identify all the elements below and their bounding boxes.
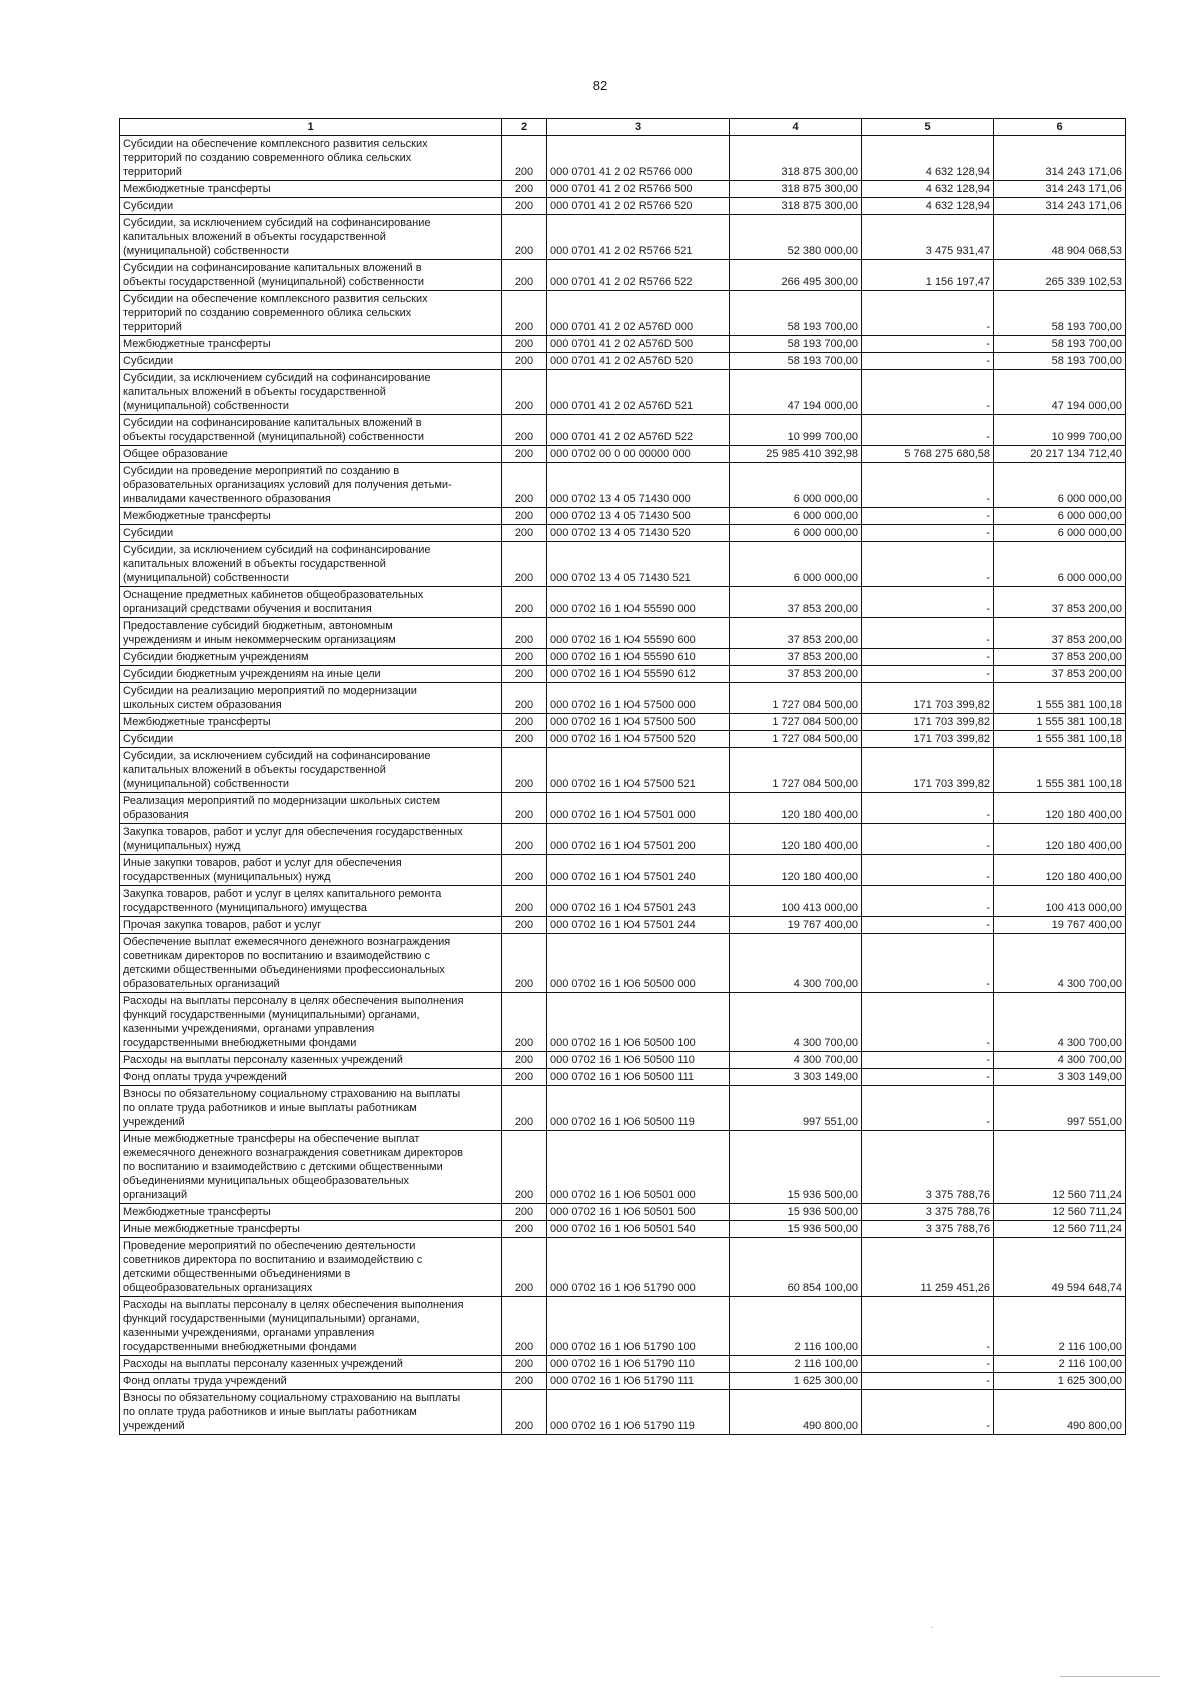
row-classification-code: 000 0702 16 1 Ю6 50500 100 — [547, 993, 730, 1052]
row-executed-amount: 1 156 197,47 — [862, 260, 994, 291]
table-row — [120, 336, 1126, 353]
table-row — [120, 917, 1126, 934]
row-executed-amount: - — [862, 855, 994, 886]
row-executed-amount: - — [862, 1373, 994, 1390]
row-name: Субсидии на обеспечение комплексного развития сельских территорий по созданию современного облика сельских территорий — [120, 291, 502, 336]
row-name: Прочая закупка товаров, работ и услуг — [120, 917, 502, 934]
row-executed-amount: - — [862, 336, 994, 353]
row-executed-amount: - — [862, 353, 994, 370]
row-admin-code: 200 — [502, 993, 547, 1052]
row-classification-code: 000 0702 16 1 Ю4 55590 612 — [547, 666, 730, 683]
row-executed-amount: 171 703 399,82 — [862, 731, 994, 748]
row-admin-code: 200 — [502, 824, 547, 855]
row-approved-amount: 100 413 000,00 — [730, 886, 862, 917]
table-row — [120, 748, 1126, 793]
row-classification-code: 000 0701 41 2 02 R5766 500 — [547, 181, 730, 198]
row-unexecuted-amount: 120 180 400,00 — [994, 793, 1126, 824]
row-admin-code: 200 — [502, 1356, 547, 1373]
row-approved-amount: 58 193 700,00 — [730, 336, 862, 353]
row-approved-amount: 1 727 084 500,00 — [730, 683, 862, 714]
row-approved-amount: 60 854 100,00 — [730, 1238, 862, 1297]
row-name: Расходы на выплаты персоналу казенных учреждений — [120, 1356, 502, 1373]
row-approved-amount: 6 000 000,00 — [730, 508, 862, 525]
row-approved-amount: 25 985 410 392,98 — [730, 446, 862, 463]
row-admin-code: 200 — [502, 1373, 547, 1390]
table-row — [120, 508, 1126, 525]
row-name: Субсидии — [120, 353, 502, 370]
row-name: Обеспечение выплат ежемесячного денежного вознаграждения советникам директоров по воспитанию и взаимодействию с детскими общественными объединениями профессиональных образовательных организаций — [120, 934, 502, 993]
row-unexecuted-amount: 6 000 000,00 — [994, 463, 1126, 508]
row-executed-amount: - — [862, 793, 994, 824]
row-executed-amount: - — [862, 934, 994, 993]
row-unexecuted-amount: 314 243 171,06 — [994, 181, 1126, 198]
table-row — [120, 666, 1126, 683]
row-approved-amount: 1 625 300,00 — [730, 1373, 862, 1390]
row-classification-code: 000 0701 41 2 02 A576D 521 — [547, 370, 730, 415]
row-classification-code: 000 0702 16 1 Ю6 50500 000 — [547, 934, 730, 993]
row-admin-code: 200 — [502, 748, 547, 793]
row-admin-code: 200 — [502, 508, 547, 525]
row-executed-amount: - — [862, 649, 994, 666]
row-unexecuted-amount: 58 193 700,00 — [994, 353, 1126, 370]
row-approved-amount: 58 193 700,00 — [730, 353, 862, 370]
table-row — [120, 1221, 1126, 1238]
header-col-3: 3 — [547, 119, 730, 136]
row-unexecuted-amount: 6 000 000,00 — [994, 525, 1126, 542]
table-row — [120, 1069, 1126, 1086]
row-classification-code: 000 0702 16 1 Ю6 51790 110 — [547, 1356, 730, 1373]
row-unexecuted-amount: 4 300 700,00 — [994, 1052, 1126, 1069]
row-classification-code: 000 0702 16 1 Ю4 55590 000 — [547, 587, 730, 618]
row-admin-code: 200 — [502, 886, 547, 917]
header-col-2: 2 — [502, 119, 547, 136]
row-classification-code: 000 0701 41 2 02 R5766 522 — [547, 260, 730, 291]
header-col-5: 5 — [862, 119, 994, 136]
table-row — [120, 1086, 1126, 1131]
scan-speck: · — [930, 1622, 934, 1633]
row-name: Реализация мероприятий по модернизации школьных систем образования — [120, 793, 502, 824]
row-approved-amount: 58 193 700,00 — [730, 291, 862, 336]
row-name: Взносы по обязательному социальному страхованию на выплаты по оплате труда работников и иные выплаты работникам учреждений — [120, 1390, 502, 1435]
row-classification-code: 000 0701 41 2 02 A576D 520 — [547, 353, 730, 370]
row-admin-code: 200 — [502, 1131, 547, 1204]
row-classification-code: 000 0702 16 1 Ю6 50501 500 — [547, 1204, 730, 1221]
header-col-1: 1 — [120, 119, 502, 136]
table-row — [120, 215, 1126, 260]
table-row — [120, 1238, 1126, 1297]
row-name: Субсидии на софинансирование капитальных вложений в объекты государственной (муниципальной) собственности — [120, 415, 502, 446]
row-classification-code: 000 0701 41 2 02 A576D 000 — [547, 291, 730, 336]
row-admin-code: 200 — [502, 1221, 547, 1238]
table-row — [120, 463, 1126, 508]
row-approved-amount: 318 875 300,00 — [730, 181, 862, 198]
row-classification-code: 000 0702 16 1 Ю6 50501 540 — [547, 1221, 730, 1238]
row-unexecuted-amount: 49 594 648,74 — [994, 1238, 1126, 1297]
row-admin-code: 200 — [502, 370, 547, 415]
row-approved-amount: 4 300 700,00 — [730, 934, 862, 993]
row-classification-code: 000 0702 16 1 Ю4 55590 600 — [547, 618, 730, 649]
table-row — [120, 370, 1126, 415]
row-name: Межбюджетные трансферты — [120, 181, 502, 198]
table-row — [120, 136, 1126, 181]
row-approved-amount: 37 853 200,00 — [730, 618, 862, 649]
row-classification-code: 000 0702 16 1 Ю4 57501 200 — [547, 824, 730, 855]
row-unexecuted-amount: 490 800,00 — [994, 1390, 1126, 1435]
row-name: Межбюджетные трансферты — [120, 1204, 502, 1221]
row-executed-amount: - — [862, 508, 994, 525]
row-executed-amount: - — [862, 1069, 994, 1086]
row-unexecuted-amount: 37 853 200,00 — [994, 666, 1126, 683]
row-classification-code: 000 0702 16 1 Ю4 55590 610 — [547, 649, 730, 666]
row-classification-code: 000 0702 16 1 Ю4 57500 500 — [547, 714, 730, 731]
table-row — [120, 649, 1126, 666]
row-admin-code: 200 — [502, 181, 547, 198]
row-admin-code: 200 — [502, 649, 547, 666]
row-unexecuted-amount: 997 551,00 — [994, 1086, 1126, 1131]
row-name: Межбюджетные трансферты — [120, 336, 502, 353]
row-unexecuted-amount: 6 000 000,00 — [994, 508, 1126, 525]
header-col-4: 4 — [730, 119, 862, 136]
row-classification-code: 000 0701 41 2 02 R5766 000 — [547, 136, 730, 181]
row-classification-code: 000 0702 13 4 05 71430 520 — [547, 525, 730, 542]
row-executed-amount: - — [862, 993, 994, 1052]
row-name: Субсидии — [120, 525, 502, 542]
row-classification-code: 000 0702 16 1 Ю4 57501 240 — [547, 855, 730, 886]
table-row — [120, 1373, 1126, 1390]
row-approved-amount: 19 767 400,00 — [730, 917, 862, 934]
row-name: Межбюджетные трансферты — [120, 714, 502, 731]
row-classification-code: 000 0702 13 4 05 71430 500 — [547, 508, 730, 525]
row-executed-amount: 4 632 128,94 — [862, 136, 994, 181]
row-approved-amount: 1 727 084 500,00 — [730, 714, 862, 731]
row-unexecuted-amount: 4 300 700,00 — [994, 934, 1126, 993]
row-approved-amount: 10 999 700,00 — [730, 415, 862, 446]
row-executed-amount: - — [862, 291, 994, 336]
row-executed-amount: 3 475 931,47 — [862, 215, 994, 260]
row-classification-code: 000 0702 16 1 Ю6 51790 000 — [547, 1238, 730, 1297]
row-unexecuted-amount: 58 193 700,00 — [994, 291, 1126, 336]
row-admin-code: 200 — [502, 1297, 547, 1356]
row-executed-amount: - — [862, 1052, 994, 1069]
row-classification-code: 000 0701 41 2 02 A576D 522 — [547, 415, 730, 446]
row-unexecuted-amount: 120 180 400,00 — [994, 824, 1126, 855]
row-approved-amount: 1 727 084 500,00 — [730, 731, 862, 748]
table-row — [120, 731, 1126, 748]
row-admin-code: 200 — [502, 731, 547, 748]
row-executed-amount: 171 703 399,82 — [862, 683, 994, 714]
row-executed-amount: - — [862, 415, 994, 446]
row-admin-code: 200 — [502, 917, 547, 934]
row-name: Расходы на выплаты персоналу в целях обеспечения выполнения функций государственными (муниципальными) органами, казенными учреждениями, органами управления государственными внебюджетными фондами — [120, 993, 502, 1052]
row-classification-code: 000 0702 16 1 Ю6 50500 110 — [547, 1052, 730, 1069]
row-unexecuted-amount: 2 116 100,00 — [994, 1356, 1126, 1373]
row-approved-amount: 15 936 500,00 — [730, 1204, 862, 1221]
row-classification-code: 000 0702 16 1 Ю4 57501 244 — [547, 917, 730, 934]
row-name: Расходы на выплаты персоналу в целях обеспечения выполнения функций государственными (муниципальными) органами, казенными учреждениями, органами управления государственными внебюджетными фондами — [120, 1297, 502, 1356]
row-name: Закупка товаров, работ и услуг для обеспечения государственных (муниципальных) нужд — [120, 824, 502, 855]
table-row — [120, 291, 1126, 336]
row-executed-amount: 171 703 399,82 — [862, 748, 994, 793]
row-approved-amount: 2 116 100,00 — [730, 1356, 862, 1373]
row-name: Иные закупки товаров, работ и услуг для обеспечения государственных (муниципальных) нужд — [120, 855, 502, 886]
row-classification-code: 000 0702 16 1 Ю6 51790 119 — [547, 1390, 730, 1435]
table-row — [120, 934, 1126, 993]
row-executed-amount: - — [862, 463, 994, 508]
row-name: Закупка товаров, работ и услуг в целях капитального ремонта государственного (муниципального) имущества — [120, 886, 502, 917]
table-row — [120, 1052, 1126, 1069]
row-classification-code: 000 0702 16 1 Ю6 51790 100 — [547, 1297, 730, 1356]
row-admin-code: 200 — [502, 463, 547, 508]
row-approved-amount: 4 300 700,00 — [730, 993, 862, 1052]
row-unexecuted-amount: 1 555 381 100,18 — [994, 714, 1126, 731]
row-name: Фонд оплаты труда учреждений — [120, 1373, 502, 1390]
table-row — [120, 181, 1126, 198]
row-name: Иные межбюджетные трансферты — [120, 1221, 502, 1238]
row-executed-amount: 4 632 128,94 — [862, 198, 994, 215]
table-row — [120, 542, 1126, 587]
page-number: 82 — [592, 78, 608, 93]
table-row — [120, 1204, 1126, 1221]
row-admin-code: 200 — [502, 793, 547, 824]
row-executed-amount: - — [862, 542, 994, 587]
table-row — [120, 714, 1126, 731]
row-admin-code: 200 — [502, 446, 547, 463]
row-approved-amount: 2 116 100,00 — [730, 1297, 862, 1356]
row-name: Фонд оплаты труда учреждений — [120, 1069, 502, 1086]
row-admin-code: 200 — [502, 714, 547, 731]
row-executed-amount: - — [862, 587, 994, 618]
row-classification-code: 000 0702 16 1 Ю4 57500 520 — [547, 731, 730, 748]
row-unexecuted-amount: 265 339 102,53 — [994, 260, 1126, 291]
row-unexecuted-amount: 58 193 700,00 — [994, 336, 1126, 353]
row-unexecuted-amount: 12 560 711,24 — [994, 1204, 1126, 1221]
row-approved-amount: 1 727 084 500,00 — [730, 748, 862, 793]
row-executed-amount: - — [862, 917, 994, 934]
row-unexecuted-amount: 20 217 134 712,40 — [994, 446, 1126, 463]
table-row — [120, 886, 1126, 917]
row-name: Субсидии на реализацию мероприятий по модернизации школьных систем образования — [120, 683, 502, 714]
row-approved-amount: 318 875 300,00 — [730, 136, 862, 181]
row-admin-code: 200 — [502, 1052, 547, 1069]
row-executed-amount: - — [862, 525, 994, 542]
row-classification-code: 000 0702 16 1 Ю6 50501 000 — [547, 1131, 730, 1204]
row-executed-amount: 3 375 788,76 — [862, 1204, 994, 1221]
row-executed-amount: - — [862, 1390, 994, 1435]
table-row — [120, 353, 1126, 370]
table-body — [120, 136, 1126, 1435]
row-name: Субсидии на обеспечение комплексного развития сельских территорий по созданию современного облика сельских территорий — [120, 136, 502, 181]
row-name: Общее образование — [120, 446, 502, 463]
row-classification-code: 000 0702 16 1 Ю6 51790 111 — [547, 1373, 730, 1390]
table-row — [120, 525, 1126, 542]
row-executed-amount: - — [862, 666, 994, 683]
row-executed-amount: - — [862, 370, 994, 415]
table-row — [120, 587, 1126, 618]
row-admin-code: 200 — [502, 934, 547, 993]
row-unexecuted-amount: 4 300 700,00 — [994, 993, 1126, 1052]
row-name: Межбюджетные трансферты — [120, 508, 502, 525]
row-approved-amount: 3 303 149,00 — [730, 1069, 862, 1086]
row-classification-code: 000 0702 13 4 05 71430 521 — [547, 542, 730, 587]
row-unexecuted-amount: 100 413 000,00 — [994, 886, 1126, 917]
row-classification-code: 000 0702 16 1 Ю6 50500 111 — [547, 1069, 730, 1086]
row-name: Иные межбюджетные трансферы на обеспечение выплат ежемесячного денежного вознаграждения советникам директоров по воспитанию и взаимодействию с детскими общественными объединениями муниципальных общеобразовательных организаций — [120, 1131, 502, 1204]
row-executed-amount: - — [862, 824, 994, 855]
row-approved-amount: 997 551,00 — [730, 1086, 862, 1131]
row-admin-code: 200 — [502, 525, 547, 542]
row-executed-amount: 171 703 399,82 — [862, 714, 994, 731]
row-executed-amount: - — [862, 886, 994, 917]
row-classification-code: 000 0701 41 2 02 R5766 520 — [547, 198, 730, 215]
row-unexecuted-amount: 1 555 381 100,18 — [994, 731, 1126, 748]
row-classification-code: 000 0702 16 1 Ю6 50500 119 — [547, 1086, 730, 1131]
row-approved-amount: 120 180 400,00 — [730, 793, 862, 824]
row-approved-amount: 37 853 200,00 — [730, 587, 862, 618]
table-row — [120, 618, 1126, 649]
row-admin-code: 200 — [502, 1086, 547, 1131]
row-admin-code: 200 — [502, 1069, 547, 1086]
row-admin-code: 200 — [502, 291, 547, 336]
row-admin-code: 200 — [502, 215, 547, 260]
row-classification-code: 000 0701 41 2 02 R5766 521 — [547, 215, 730, 260]
row-unexecuted-amount: 2 116 100,00 — [994, 1297, 1126, 1356]
row-unexecuted-amount: 37 853 200,00 — [994, 649, 1126, 666]
table-row — [120, 1131, 1126, 1204]
header-col-6: 6 — [994, 119, 1126, 136]
row-name: Оснащение предметных кабинетов общеобразовательных организаций средствами обучения и воспитания — [120, 587, 502, 618]
row-classification-code: 000 0702 13 4 05 71430 000 — [547, 463, 730, 508]
row-approved-amount: 4 300 700,00 — [730, 1052, 862, 1069]
table-row — [120, 415, 1126, 446]
row-executed-amount: - — [862, 1086, 994, 1131]
row-name: Взносы по обязательному социальному страхованию на выплаты по оплате труда работников и иные выплаты работникам учреждений — [120, 1086, 502, 1131]
row-admin-code: 200 — [502, 336, 547, 353]
table-row — [120, 446, 1126, 463]
row-admin-code: 200 — [502, 353, 547, 370]
table-header-row — [120, 119, 1126, 136]
row-executed-amount: - — [862, 1297, 994, 1356]
row-classification-code: 000 0702 16 1 Ю4 57501 243 — [547, 886, 730, 917]
row-admin-code: 200 — [502, 587, 547, 618]
row-unexecuted-amount: 314 243 171,06 — [994, 136, 1126, 181]
row-unexecuted-amount: 1 555 381 100,18 — [994, 748, 1126, 793]
row-approved-amount: 15 936 500,00 — [730, 1131, 862, 1204]
row-admin-code: 200 — [502, 542, 547, 587]
row-approved-amount: 266 495 300,00 — [730, 260, 862, 291]
table-row — [120, 824, 1126, 855]
row-unexecuted-amount: 1 555 381 100,18 — [994, 683, 1126, 714]
table-row — [120, 1297, 1126, 1356]
row-admin-code: 200 — [502, 198, 547, 215]
row-admin-code: 200 — [502, 415, 547, 446]
row-name: Проведение мероприятий по обеспечению деятельности советников директора по воспитанию и взаимодействию с детскими общественными объединениями в общеобразовательных организациях — [120, 1238, 502, 1297]
row-name: Субсидии, за исключением субсидий на софинансирование капитальных вложений в объекты государственной (муниципальной) собственности — [120, 370, 502, 415]
table-row — [120, 993, 1126, 1052]
row-unexecuted-amount: 6 000 000,00 — [994, 542, 1126, 587]
row-admin-code: 200 — [502, 618, 547, 649]
row-approved-amount: 120 180 400,00 — [730, 824, 862, 855]
row-unexecuted-amount: 19 767 400,00 — [994, 917, 1126, 934]
row-name: Субсидии бюджетным учреждениям на иные цели — [120, 666, 502, 683]
row-admin-code: 200 — [502, 1204, 547, 1221]
row-name: Субсидии, за исключением субсидий на софинансирование капитальных вложений в объекты государственной (муниципальной) собственности — [120, 542, 502, 587]
row-approved-amount: 6 000 000,00 — [730, 525, 862, 542]
row-approved-amount: 37 853 200,00 — [730, 666, 862, 683]
row-executed-amount: 3 375 788,76 — [862, 1131, 994, 1204]
row-name: Субсидии, за исключением субсидий на софинансирование капитальных вложений в объекты государственной (муниципальной) собственности — [120, 748, 502, 793]
row-approved-amount: 490 800,00 — [730, 1390, 862, 1435]
row-unexecuted-amount: 48 904 068,53 — [994, 215, 1126, 260]
row-unexecuted-amount: 3 303 149,00 — [994, 1069, 1126, 1086]
table-row — [120, 198, 1126, 215]
row-unexecuted-amount: 120 180 400,00 — [994, 855, 1126, 886]
row-admin-code: 200 — [502, 683, 547, 714]
row-executed-amount: 4 632 128,94 — [862, 181, 994, 198]
row-classification-code: 000 0702 16 1 Ю4 57500 000 — [547, 683, 730, 714]
row-admin-code: 200 — [502, 136, 547, 181]
row-name: Субсидии бюджетным учреждениям — [120, 649, 502, 666]
row-unexecuted-amount: 37 853 200,00 — [994, 587, 1126, 618]
row-executed-amount: 3 375 788,76 — [862, 1221, 994, 1238]
row-name: Субсидии на софинансирование капитальных вложений в объекты государственной (муниципальной) собственности — [120, 260, 502, 291]
row-unexecuted-amount: 12 560 711,24 — [994, 1131, 1126, 1204]
row-name: Субсидии — [120, 731, 502, 748]
row-executed-amount: 11 259 451,26 — [862, 1238, 994, 1297]
row-unexecuted-amount: 47 194 000,00 — [994, 370, 1126, 415]
row-approved-amount: 47 194 000,00 — [730, 370, 862, 415]
table-row — [120, 1356, 1126, 1373]
row-approved-amount: 6 000 000,00 — [730, 542, 862, 587]
row-admin-code: 200 — [502, 855, 547, 886]
table-row — [120, 260, 1126, 291]
row-approved-amount: 15 936 500,00 — [730, 1221, 862, 1238]
row-name: Субсидии, за исключением субсидий на софинансирование капитальных вложений в объекты государственной (муниципальной) собственности — [120, 215, 502, 260]
row-unexecuted-amount: 37 853 200,00 — [994, 618, 1126, 649]
table-row — [120, 793, 1126, 824]
row-approved-amount: 120 180 400,00 — [730, 855, 862, 886]
row-name: Предоставление субсидий бюджетным, автономным учреждениям и иным некоммерческим организациям — [120, 618, 502, 649]
row-unexecuted-amount: 12 560 711,24 — [994, 1221, 1126, 1238]
row-admin-code: 200 — [502, 1390, 547, 1435]
row-classification-code: 000 0702 16 1 Ю4 57501 000 — [547, 793, 730, 824]
row-approved-amount: 52 380 000,00 — [730, 215, 862, 260]
table-row — [120, 683, 1126, 714]
row-name: Расходы на выплаты персоналу казенных учреждений — [120, 1052, 502, 1069]
row-classification-code: 000 0701 41 2 02 A576D 500 — [547, 336, 730, 353]
row-name: Субсидии на проведение мероприятий по созданию в образовательных организациях условий для получения детьми- инвалидами качественного образования — [120, 463, 502, 508]
table-row — [120, 1390, 1126, 1435]
row-classification-code: 000 0702 00 0 00 00000 000 — [547, 446, 730, 463]
row-admin-code: 200 — [502, 1238, 547, 1297]
row-approved-amount: 318 875 300,00 — [730, 198, 862, 215]
row-approved-amount: 37 853 200,00 — [730, 649, 862, 666]
row-executed-amount: 5 768 275 680,58 — [862, 446, 994, 463]
row-admin-code: 200 — [502, 666, 547, 683]
row-name: Субсидии — [120, 198, 502, 215]
row-unexecuted-amount: 314 243 171,06 — [994, 198, 1126, 215]
row-unexecuted-amount: 10 999 700,00 — [994, 415, 1126, 446]
budget-table — [119, 118, 1126, 1435]
row-executed-amount: - — [862, 618, 994, 649]
row-approved-amount: 6 000 000,00 — [730, 463, 862, 508]
row-admin-code: 200 — [502, 260, 547, 291]
row-unexecuted-amount: 1 625 300,00 — [994, 1373, 1126, 1390]
table-row — [120, 855, 1126, 886]
row-classification-code: 000 0702 16 1 Ю4 57500 521 — [547, 748, 730, 793]
scan-edge-line — [1060, 1676, 1160, 1677]
row-executed-amount: - — [862, 1356, 994, 1373]
